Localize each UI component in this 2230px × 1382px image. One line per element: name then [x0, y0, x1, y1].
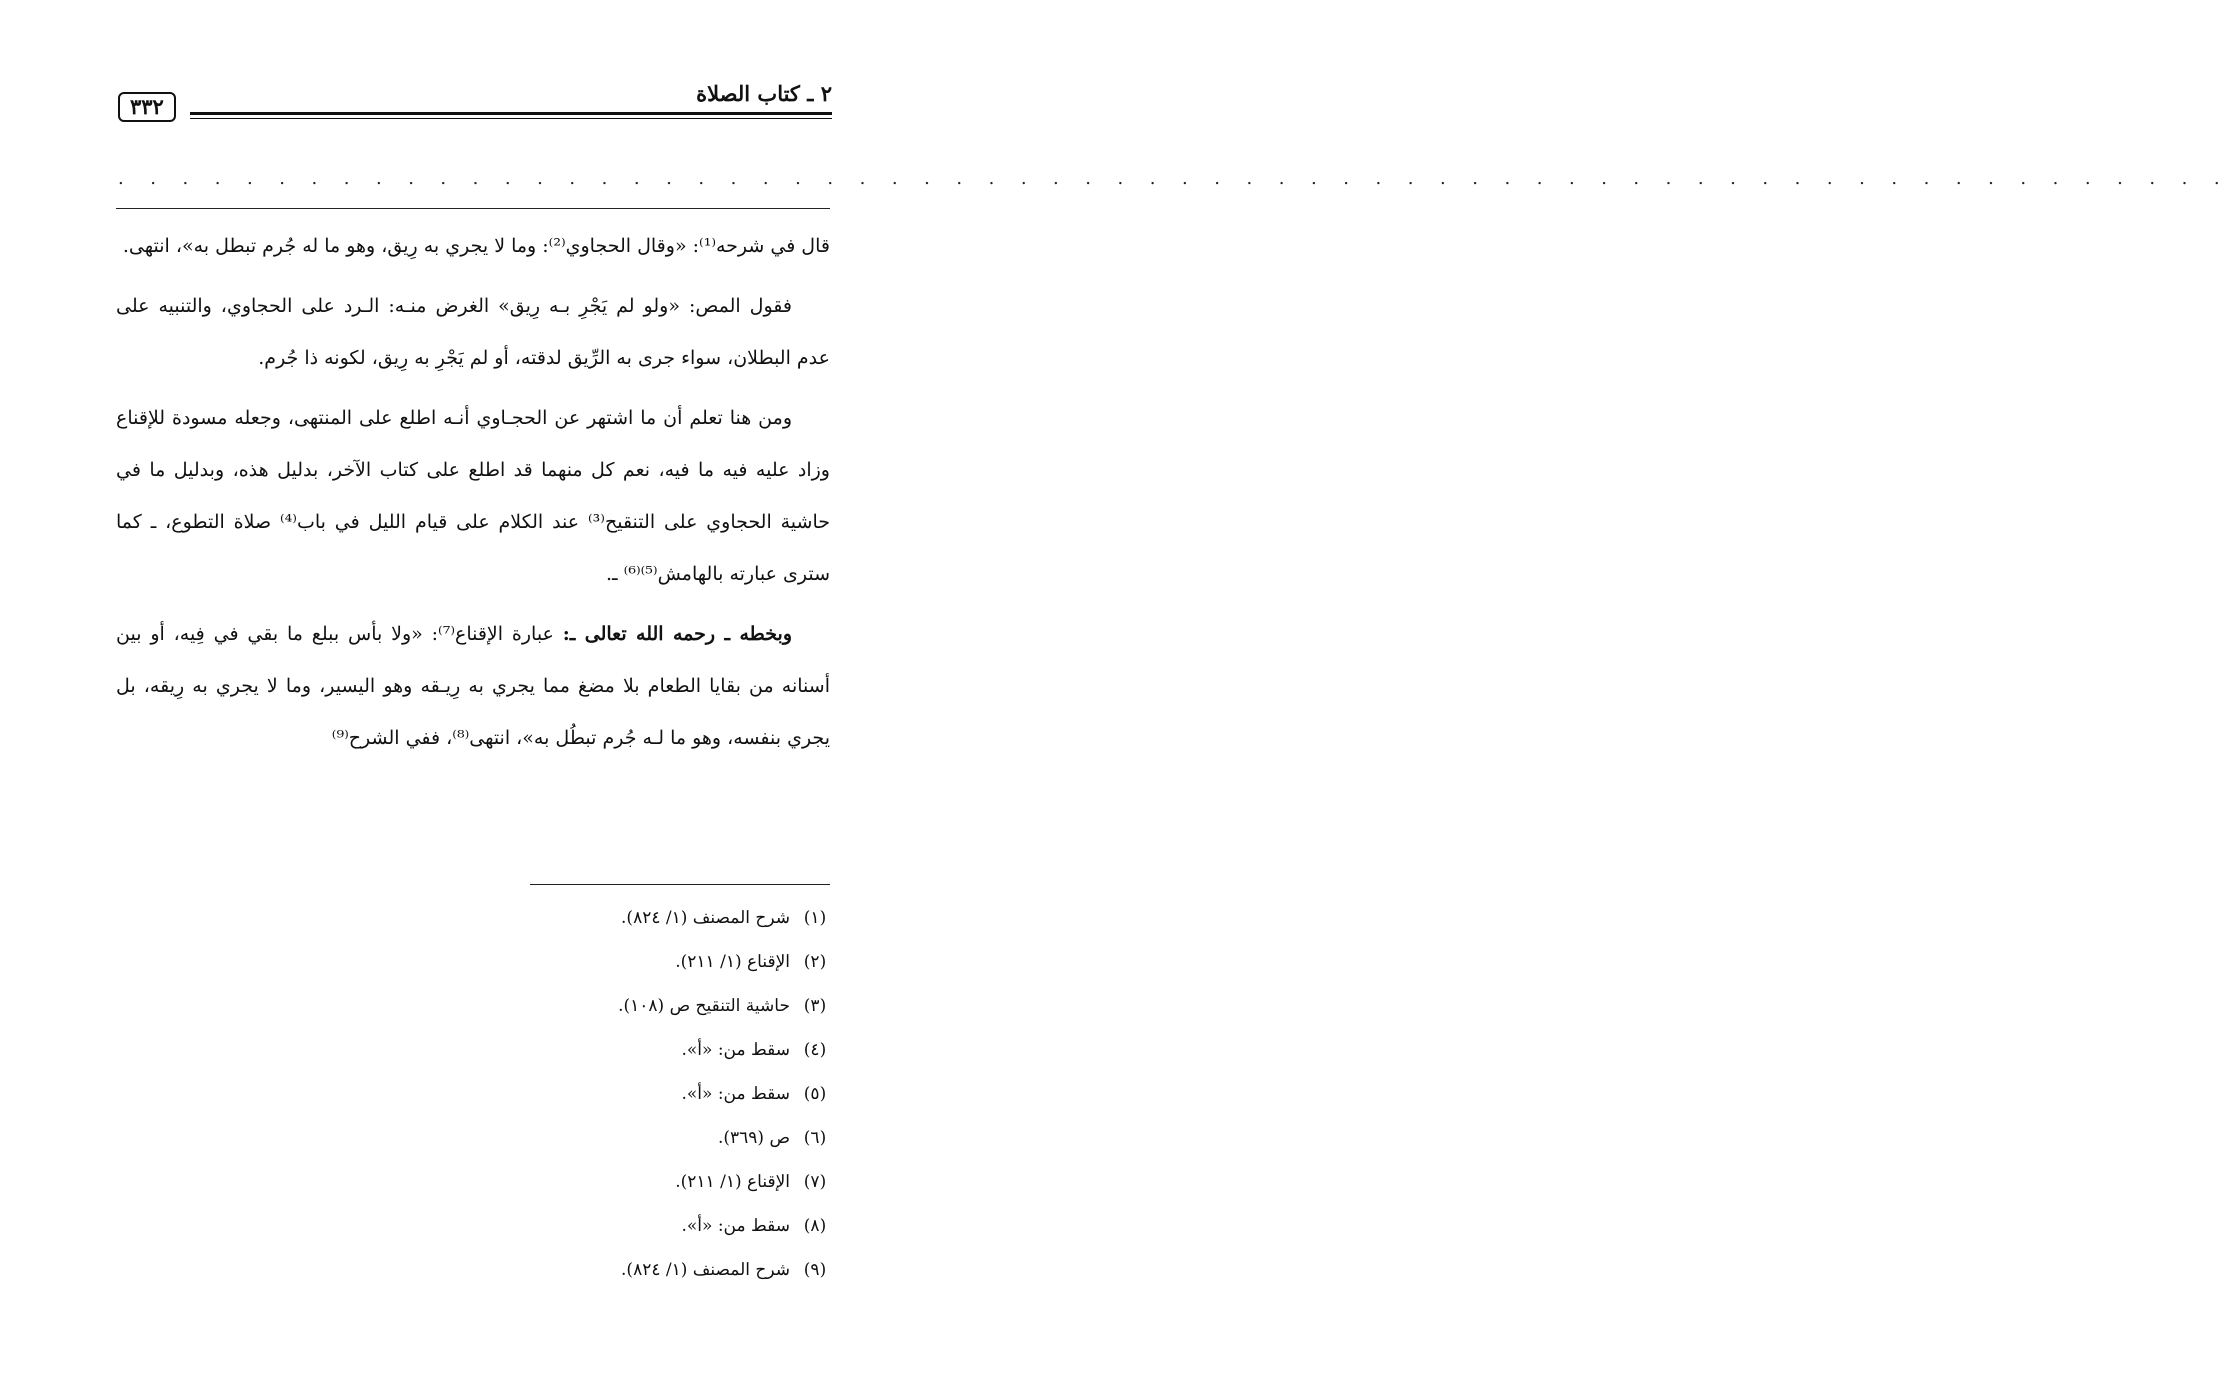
dotted-separator: . . . . . . . . . . . . . . . . . . . . . . . . . . . . . . . . . . . . . . . . . . . . . . . . . . . . . . . . . . . . . . . . . . — [118, 168, 2230, 189]
paragraph-1: قال في شرحه⁽¹⁾: «وقال الحجاوي⁽²⁾: وما لا يجري به رِيق، وهو ما له جُرم تبطل به»، انتهى. — [122, 235, 830, 257]
footnote-item — [116, 1116, 830, 1160]
footnote-item — [116, 940, 830, 984]
footnote-number: (٣) — [803, 996, 827, 1016]
footnote-number: (١) — [803, 908, 827, 928]
paragraph-2: فقول المص: «ولو لم يَجْرِ بـه رِيق» الغرض منـه: الـرد على الحجاوي، والتنبيه على عدم البطلان، سواء جرى به الرِّيق لدقته، أو لم يَجْرِ به رِيق، لكونه ذا جُرم. — [116, 295, 830, 369]
main-text — [116, 220, 830, 772]
paragraph-4-heading: وبخطه ـ رحمه الله تعالى ـ: — [562, 623, 792, 645]
footnote-number: (٥) — [803, 1084, 827, 1104]
footnote-item — [116, 1072, 830, 1116]
header-rule-thin — [190, 118, 832, 119]
footnote-text: شرح المصنف (١/ ٨٢٤). — [621, 1260, 790, 1280]
paragraph-4-text: عبارة الإقناع⁽⁷⁾: «ولا بأس ببلع ما بقي في فِيه، أو بين أسنانه من بقايا الطعام بلا مضغ مما يجري به رِيـقه وهو اليسير، وما لا يجري به رِيقه، بل يجري بنفسه، وهو ما لـه جُرم تبطُل به»، انتهى⁽⁸⁾، ففي الشرح⁽⁹⁾ — [116, 623, 830, 749]
footnote-text: الإقناع (١/ ٢١١). — [675, 952, 790, 972]
footnote-item — [116, 1204, 830, 1248]
footnote-rule — [530, 884, 830, 885]
footnote-item — [116, 896, 830, 940]
page-header — [110, 78, 832, 126]
footnote-number: (٢) — [803, 952, 827, 972]
footnote-item — [116, 1028, 830, 1072]
footnote-item — [116, 1248, 830, 1292]
footnote-item — [116, 1160, 830, 1204]
footnote-text: سقط من: «أ». — [681, 1216, 790, 1236]
paragraph-3: ومن هنا تعلم أن ما اشتهر عن الحجـاوي أنـه اطلع على المنتهى، وجعله مسودة للإقناع وزاد عليه فيه ما فيه، نعم كل منهما قد اطلع على كتاب الآخر، بدليل هذه، وبدليل ما في حاشية الحجاوي على التنقيح⁽³⁾ عند الكلام على قيام الليل في باب⁽⁴⁾ صلاة التطوع، ـ كما سترى عبارته بالهامش⁽⁵⁾⁽⁶⁾ ـ. — [116, 407, 830, 585]
footnote-text: سقط من: «أ». — [681, 1040, 790, 1060]
page-number: ٣٣٢ — [118, 92, 176, 122]
footnote-number: (٦) — [803, 1128, 827, 1148]
footnote-number: (٤) — [803, 1040, 827, 1060]
running-title: ٢ ـ كتاب الصلاة — [696, 81, 832, 106]
footnote-number: (٨) — [803, 1216, 827, 1236]
section-rule — [116, 208, 830, 209]
footnote-number: (٩) — [803, 1260, 827, 1280]
footnotes-list — [116, 896, 830, 1292]
footnote-item — [116, 984, 830, 1028]
footnote-number: (٧) — [803, 1172, 827, 1192]
footnote-text: حاشية التنقيح ص (١٠٨). — [618, 996, 790, 1016]
footnote-text: ص (٣٦٩). — [717, 1128, 790, 1148]
footnote-text: سقط من: «أ». — [681, 1084, 790, 1104]
footnote-text: الإقناع (١/ ٢١١). — [675, 1172, 790, 1192]
footnote-text: شرح المصنف (١/ ٨٢٤). — [621, 908, 790, 928]
header-rule-thick — [190, 112, 832, 115]
paragraph-4 — [116, 608, 830, 764]
